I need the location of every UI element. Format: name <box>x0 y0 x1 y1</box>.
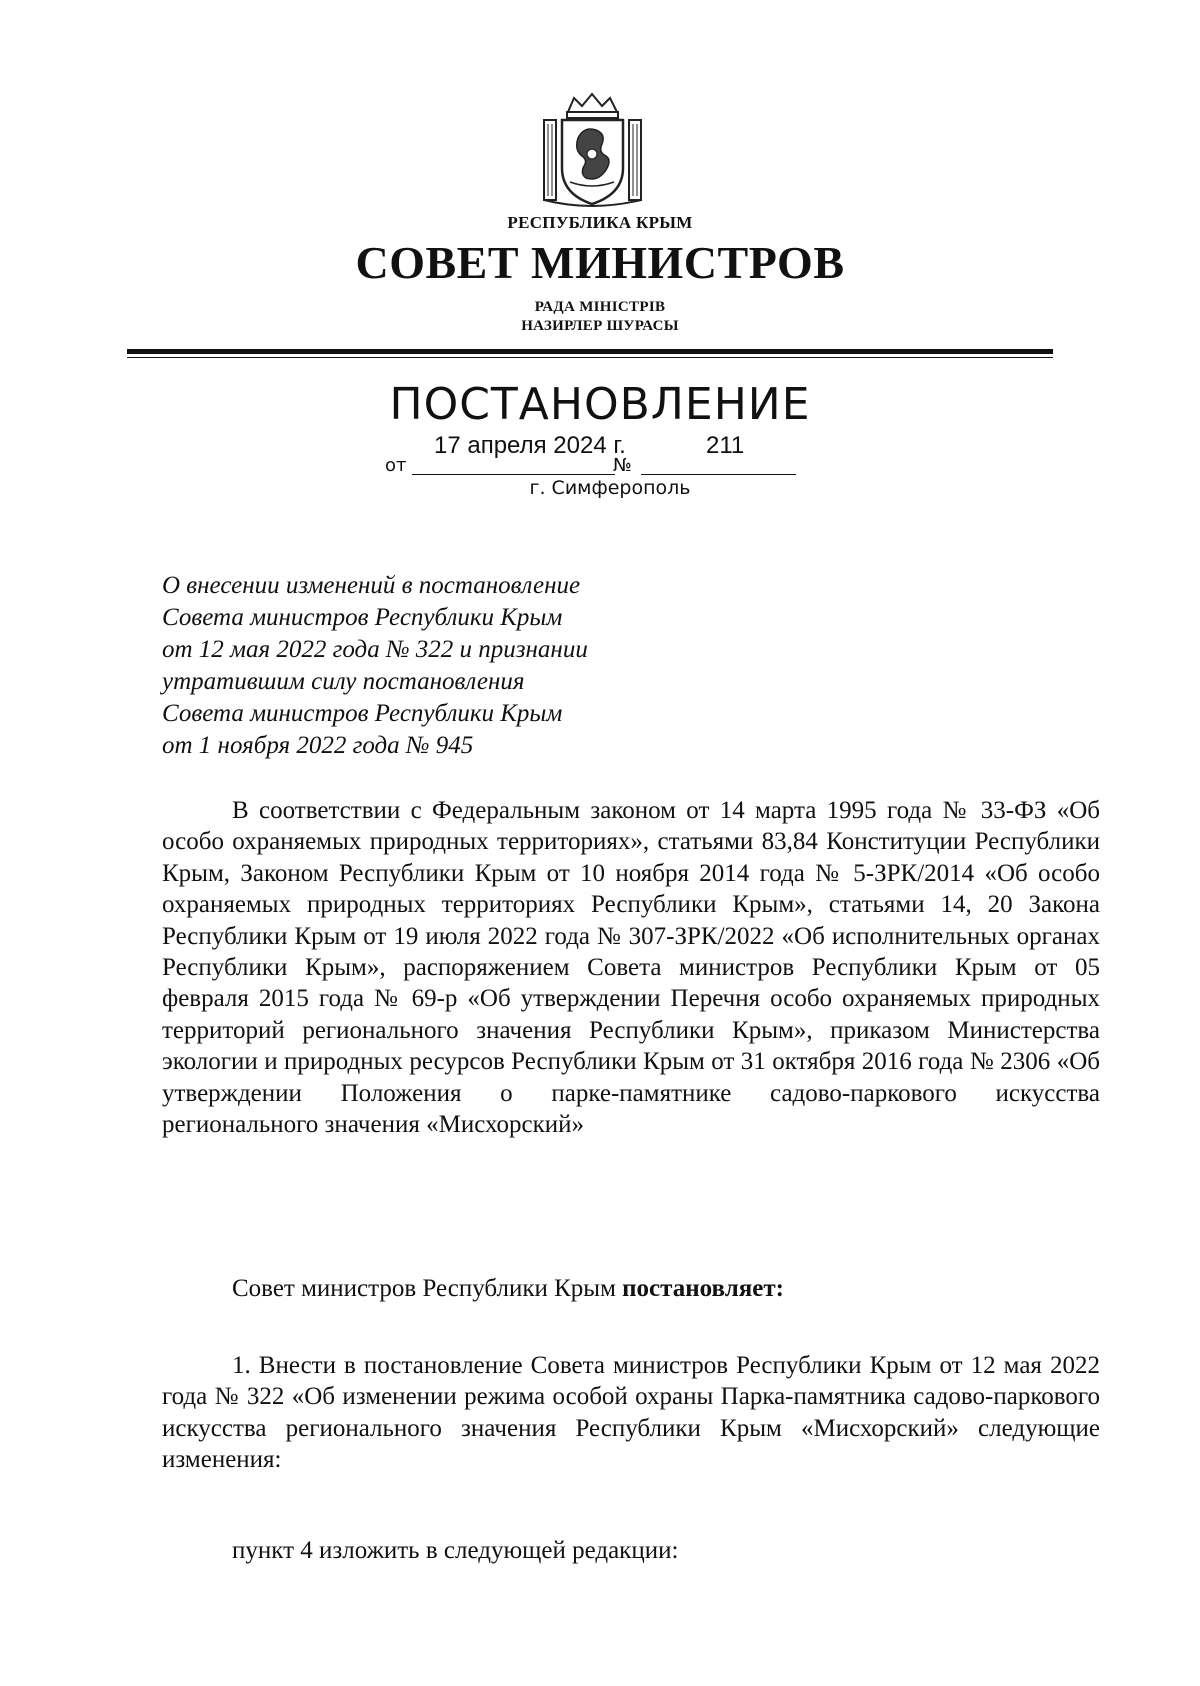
resolution-text: Совет министров Республики Крым <box>232 1275 623 1302</box>
decree-number: 211 <box>706 432 745 459</box>
subject-line: утратившим силу постановления <box>162 668 525 695</box>
republic-name: РЕСПУБЛИКА КРЫМ <box>507 213 693 232</box>
resolution-verb: постановляет <box>622 1275 776 1302</box>
council-name-ua: РАДА МІНІСТРІВ <box>534 299 666 315</box>
resolution-paragraph <box>162 1273 1100 1304</box>
council-name: СОВЕТ МИНИСТРОВ <box>355 237 845 288</box>
subject-line: О внесении изменений в постановление <box>162 572 581 599</box>
subject-line: Совета министров Республики Крым <box>162 604 563 631</box>
resolution-colon: : <box>775 1275 784 1302</box>
preamble-paragraph: В соответствии с Федеральным законом от 14 марта 1995 года № 33-ФЗ «Об особо охраняемых природных территориях», статьями 83,84 Конституции Республики Крым, Законом Республики Крым от 10 ноября 2014 года № 5-ЗРК/2014 «Об особо охраняемых природных территориях Республики Крым», статьями 14, 20 Закона Республики Крым от 19 июля 2022 года № 307-ЗРК/2022 «Об исполнительных органах Республики Крым», распоряжением Совета министров Республики Крым от 05 февраля 2015 года № 69-р «Об утверждении Перечня особо охраняемых природных территорий регионального значения Республики Крым», приказом Министерства экологии и природных ресурсов Республики Крым от 31 октября 2016 года № 2306 «Об утверждении Положения о парке-памятнике садово-паркового искусства регионального значения «Мисхорский» <box>162 797 1100 1139</box>
header-divider-thin <box>127 357 1053 358</box>
decree-subject <box>162 570 722 762</box>
council-name-crh: НАЗИРЛЕР ШУРАСЫ <box>521 318 679 334</box>
number-label: № <box>613 455 632 476</box>
decree-date: 17 апреля 2024 г. <box>434 432 626 459</box>
clause-1-paragraph: 1. Внести в постановление Совета министров Республики Крым от 12 мая 2022 года № 322 «Об изменении режима особой охраны Парка-памятника садово-паркового искусства регионального значения Республики Крым «Мисхорский» следующие изменения: <box>162 1352 1100 1474</box>
subject-line: от 12 мая 2022 года № 322 и признании <box>162 636 588 663</box>
clause-1-item: пункт 4 изложить в следующей редакции: <box>232 1537 679 1564</box>
subject-line: от 1 ноября 2022 года № 945 <box>162 732 474 759</box>
decree-title: ПОСТАНОВЛЕНИЕ <box>389 379 811 430</box>
subject-line: Совета министров Республики Крым <box>162 700 563 727</box>
header-divider-thick <box>127 349 1053 354</box>
date-underline <box>412 474 615 475</box>
decree-city: г. Симферополь <box>529 477 691 499</box>
date-label: от <box>385 455 407 476</box>
number-underline <box>641 474 796 475</box>
crimea-coat-of-arms-icon <box>540 90 645 210</box>
